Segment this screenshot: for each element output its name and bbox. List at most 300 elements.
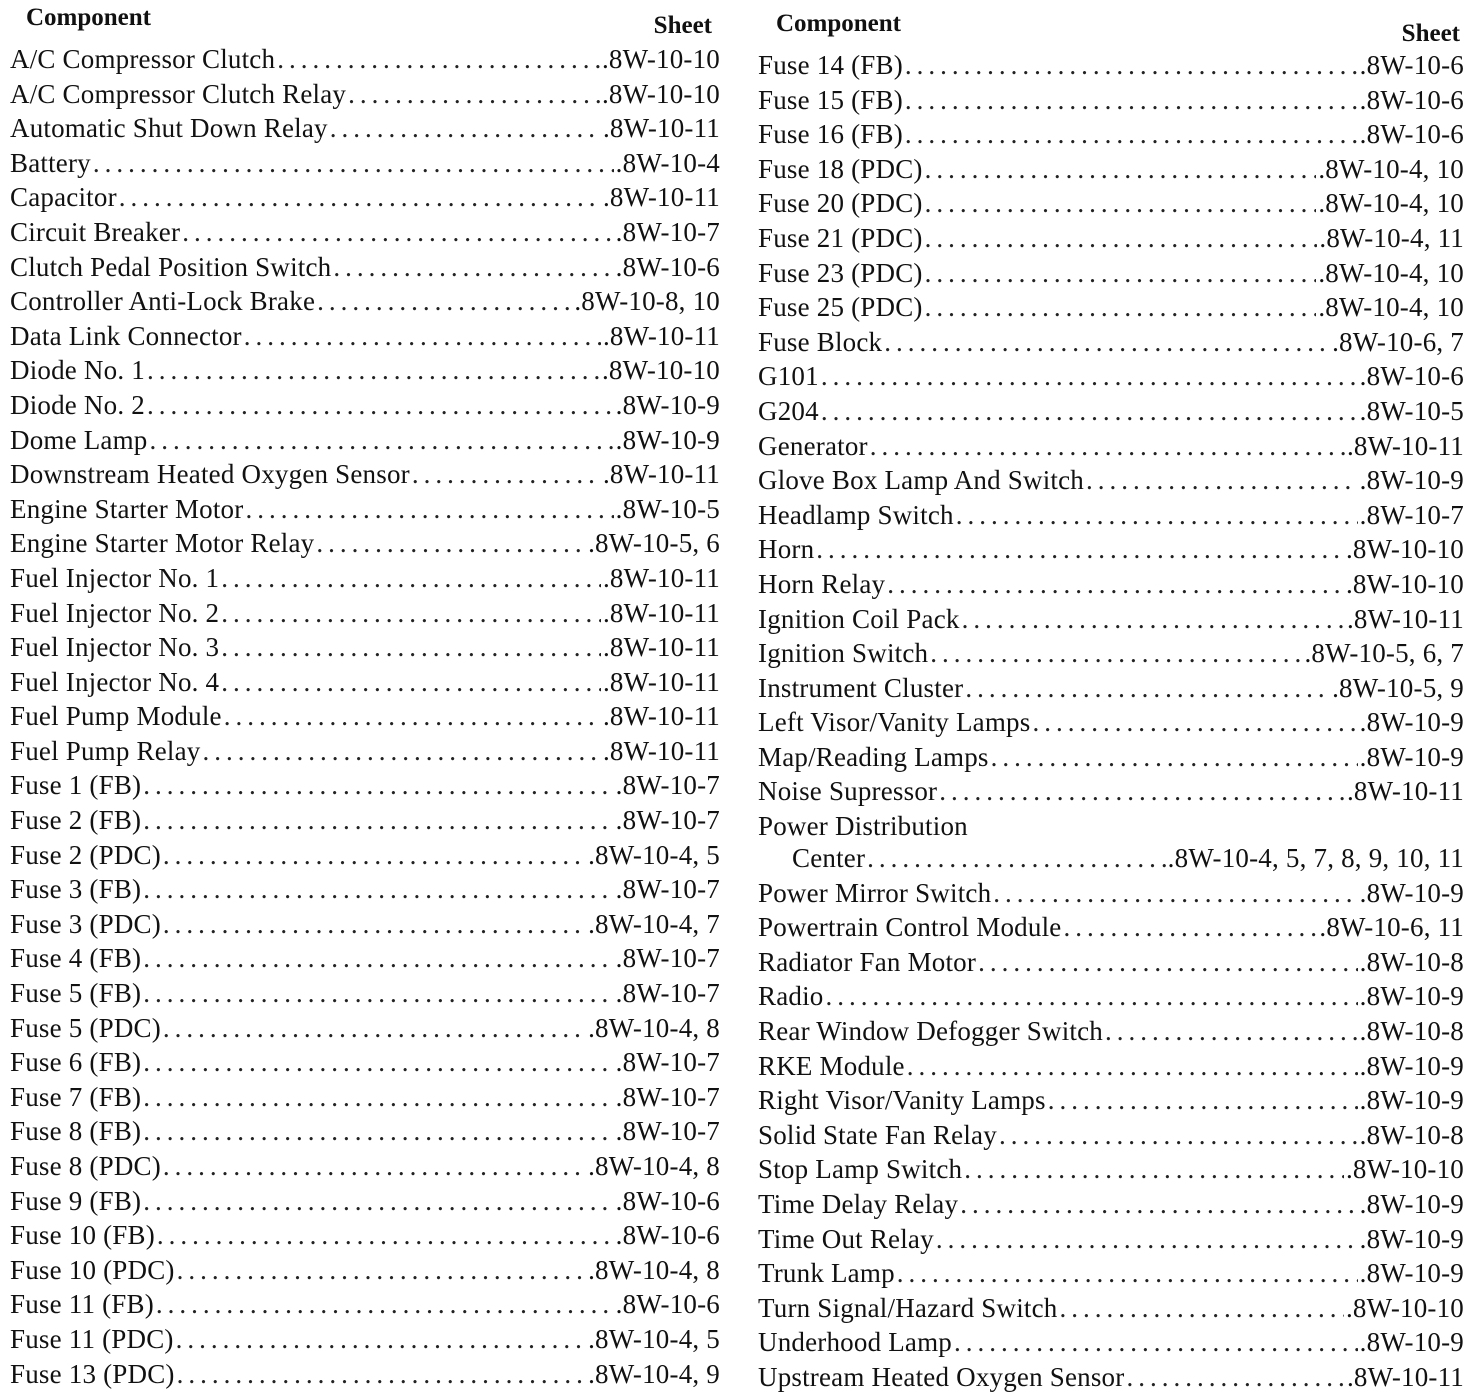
component-name: Fuse 2 (PDC) (10, 839, 161, 870)
sheet-reference: .8W-10-6 (1359, 84, 1464, 115)
index-row (10, 180, 720, 215)
component-name: Fuse 13 (PDC) (10, 1358, 175, 1389)
sheet-reference: .8W-10-7 (615, 770, 720, 801)
sheet-reference: .8W-10-11 (1346, 430, 1464, 461)
component-name: Fuse 10 (FB) (10, 1220, 155, 1251)
component-name: Power Distribution (758, 811, 968, 842)
dot-leader (1048, 1083, 1358, 1117)
component-name: Fuel Injector No. 3 (10, 632, 220, 663)
sheet-reference: .8W-10-9 (1359, 877, 1464, 908)
sheet-reference: .8W-10-9 (1359, 1223, 1464, 1254)
index-row (10, 1357, 720, 1392)
component-name: Ignition Switch (758, 638, 929, 669)
sheet-reference: .8W-10-11 (602, 632, 720, 663)
component-name: Instrument Cluster (758, 672, 964, 703)
index-row (10, 630, 720, 665)
dot-leader (330, 111, 601, 145)
dot-leader (176, 1322, 586, 1356)
component-name: Fuse 11 (PDC) (10, 1323, 174, 1354)
index-row (10, 941, 720, 976)
sheet-reference: .8W-10-6, 7 (1332, 326, 1464, 357)
dot-leader (816, 532, 1344, 566)
sheet-reference: .8W-10-7 (615, 1116, 720, 1147)
dot-leader (939, 774, 1345, 808)
sheet-reference: .8W-10-4, 10 (1318, 153, 1464, 184)
sheet-reference: .8W-10-11 (1346, 1361, 1464, 1392)
index-row (758, 1187, 1464, 1222)
dot-leader (147, 353, 600, 387)
component-name: Upstream Heated Oxygen Sensor (758, 1361, 1125, 1392)
component-name: Clutch Pedal Position Switch (10, 251, 332, 282)
index-row (758, 809, 1464, 841)
component-name: G101 (758, 361, 819, 392)
dot-leader (93, 146, 614, 180)
index-row (10, 1287, 720, 1322)
sheet-reference: .8W-10-4, 8 (588, 1012, 720, 1043)
dot-leader (956, 498, 1358, 532)
component-name: Capacitor (10, 182, 117, 213)
component-name: Diode No. 2 (10, 389, 145, 420)
sheet-reference: .8W-10-11 (602, 459, 720, 490)
sheet-reference: .8W-10-4, 5 (588, 1323, 720, 1354)
index-row (758, 910, 1464, 945)
index-row (758, 1118, 1464, 1153)
index-row (758, 152, 1464, 187)
component-name: Fuse 9 (FB) (10, 1185, 142, 1216)
index-row (758, 186, 1464, 221)
dot-leader (157, 1218, 614, 1252)
component-name: Fuel Pump Relay (10, 735, 201, 766)
sheet-reference: .8W-10-4 (615, 147, 720, 178)
sheet-reference: .8W-10-10 (1345, 568, 1464, 599)
index-row (758, 1325, 1464, 1360)
dot-leader (333, 250, 613, 284)
sheet-reference: .8W-10-10 (601, 78, 720, 109)
index-row (10, 1045, 720, 1080)
sheet-reference: .8W-10-4, 5 (588, 839, 720, 870)
index-row (758, 1014, 1464, 1049)
dot-leader (221, 630, 601, 664)
sheet-reference: .8W-10-4, 9 (588, 1358, 720, 1389)
component-name: Fuse 23 (PDC) (758, 257, 923, 288)
index-row (10, 665, 720, 700)
component-name: Time Out Relay (758, 1223, 934, 1254)
left-column (10, 0, 720, 1391)
sheet-reference: .8W-10-9 (1359, 707, 1464, 738)
dot-leader (887, 567, 1344, 601)
right-column-header (758, 0, 1464, 48)
dot-leader (954, 1325, 1358, 1359)
sheet-reference: .8W-10-5, 6, 7 (1304, 638, 1464, 669)
component-name: Left Visor/Vanity Lamps (758, 707, 1031, 738)
index-row (10, 284, 720, 319)
sheet-reference: .8W-10-9 (1359, 1189, 1464, 1219)
component-name: Fuse 11 (FB) (10, 1289, 154, 1320)
component-name: Horn (758, 534, 815, 565)
index-row (758, 1222, 1464, 1257)
dot-leader (907, 1049, 1358, 1083)
index-row (10, 1114, 720, 1149)
sheet-reference: .8W-10-7 (615, 943, 720, 974)
component-name: Fuel Pump Module (10, 701, 222, 732)
index-row (10, 215, 720, 250)
index-row (758, 48, 1464, 83)
sheet-reference: .8W-10-9 (1359, 1327, 1464, 1358)
sheet-reference: .8W-10-9 (615, 389, 720, 420)
dot-leader (1032, 705, 1357, 739)
sheet-reference: .8W-10-4, 11 (1319, 222, 1464, 253)
component-name: Fuse 21 (PDC) (758, 222, 923, 253)
dot-leader (143, 1184, 613, 1218)
sheet-reference: .8W-10-9 (1359, 981, 1464, 1012)
index-row (758, 256, 1464, 291)
right-index-list (758, 48, 1464, 1395)
dot-leader (277, 42, 600, 76)
sheet-reference: .8W-10-9 (615, 424, 720, 455)
sheet-reference: .8W-10-5 (1359, 395, 1464, 426)
index-row (10, 1149, 720, 1184)
component-name: Engine Starter Motor Relay (10, 528, 315, 559)
component-name: Downstream Heated Oxygen Sensor (10, 459, 410, 490)
index-row (10, 388, 720, 423)
index-row (10, 1080, 720, 1115)
dot-leader (925, 221, 1318, 255)
sheet-reference: .8W-10-6 (1359, 119, 1464, 150)
component-name: Fuse 4 (FB) (10, 943, 142, 974)
component-name: Fuse 25 (PDC) (758, 292, 923, 323)
index-row (10, 526, 720, 561)
index-row (758, 1291, 1464, 1326)
component-name: Radiator Fan Motor (758, 946, 977, 977)
component-name: Fuse 20 (PDC) (758, 188, 923, 219)
sheet-reference: .8W-10-8 (1359, 1016, 1464, 1047)
component-name: Radio (758, 981, 824, 1012)
sheet-reference: .8W-10-10 (1345, 1154, 1464, 1185)
sheet-reference: .8W-10-7 (615, 874, 720, 905)
index-row (758, 394, 1464, 429)
dot-leader (925, 152, 1317, 186)
dot-leader (925, 256, 1317, 290)
index-row (758, 498, 1464, 533)
sheet-reference: .8W-10-6 (615, 1220, 720, 1251)
component-name: Fuse 7 (FB) (10, 1081, 142, 1112)
index-row (758, 602, 1464, 637)
dot-leader (348, 77, 600, 111)
sheet-reference: .8W-10-11 (1346, 776, 1464, 807)
dot-leader (867, 841, 1166, 875)
component-name: Fuse 14 (FB) (758, 50, 903, 80)
index-row (758, 841, 1464, 876)
dot-leader (412, 457, 601, 491)
dot-leader (905, 48, 1358, 82)
index-row (758, 945, 1464, 980)
component-name: Fuse Block (758, 326, 883, 357)
index-row (758, 463, 1464, 498)
component-name: Fuel Injector No. 1 (10, 562, 220, 593)
right-column (758, 0, 1464, 1395)
dot-leader (221, 596, 601, 630)
component-name: Fuse 1 (FB) (10, 770, 142, 801)
sheet-reference: .8W-10-11 (602, 597, 720, 628)
dot-leader (224, 699, 601, 733)
dot-leader (960, 1187, 1357, 1221)
dot-leader (1105, 1014, 1358, 1048)
dot-leader (177, 1357, 586, 1391)
dot-leader (962, 602, 1345, 636)
sheet-reference: .8W-10-11 (602, 320, 720, 351)
component-name: Map/Reading Lamps (758, 741, 989, 772)
component-name: Trunk Lamp (758, 1258, 895, 1289)
component-name: Diode No. 1 (10, 355, 145, 386)
component-name: Data Link Connector (10, 320, 242, 351)
sheet-reference: .8W-10-6, 11 (1319, 912, 1464, 943)
dot-leader (143, 768, 613, 802)
dot-leader (897, 1256, 1358, 1290)
dot-leader (203, 734, 601, 768)
index-row (10, 146, 720, 181)
dot-leader (826, 979, 1358, 1013)
dot-leader (163, 838, 586, 872)
dot-leader (870, 429, 1345, 463)
component-name: Headlamp Switch (758, 499, 954, 530)
index-row (10, 111, 720, 146)
sheet-reference: .8W-10-9 (1359, 1050, 1464, 1081)
component-name: Noise Supressor (758, 776, 938, 807)
dot-leader (316, 526, 586, 560)
component-name: Right Visor/Vanity Lamps (758, 1085, 1046, 1116)
component-name: Ignition Coil Pack (758, 603, 960, 634)
index-row (10, 803, 720, 838)
sheet-reference: .8W-10-7 (615, 805, 720, 836)
component-name: Fuse 2 (FB) (10, 805, 142, 836)
component-name: Fuse 6 (FB) (10, 1047, 142, 1078)
sheet-reference: .8W-10-5, 6 (588, 528, 720, 559)
sheet-reference: .8W-10-7 (615, 1047, 720, 1078)
sheet-reference: .8W-10-6 (615, 1185, 720, 1216)
sheet-reference: .8W-10-10 (1345, 1292, 1464, 1323)
sheet-heading: Sheet (653, 12, 712, 39)
sheet-reference: .8W-10-10 (601, 355, 720, 386)
index-row (10, 250, 720, 285)
index-row (758, 83, 1464, 118)
dot-leader (143, 872, 613, 906)
dot-leader (991, 740, 1358, 774)
index-row (758, 774, 1464, 809)
component-name: Generator (758, 430, 868, 461)
component-name: Dome Lamp (10, 424, 148, 455)
index-row (758, 532, 1464, 567)
sheet-reference: .8W-10-4, 10 (1318, 188, 1464, 219)
index-row (758, 705, 1464, 740)
component-name: Controller Anti-Lock Brake (10, 286, 316, 317)
component-name: Fuse 5 (FB) (10, 978, 142, 1009)
component-name: Center (792, 843, 866, 874)
dot-leader (143, 803, 613, 837)
index-row (10, 1184, 720, 1219)
component-name: Fuse 8 (FB) (10, 1116, 142, 1147)
index-row (10, 838, 720, 873)
index-row (758, 876, 1464, 911)
sheet-reference: .8W-10-8 (1359, 1119, 1464, 1150)
sheet-reference: .8W-10-11 (1346, 603, 1464, 634)
sheet-reference: .8W-10-8, 10 (574, 286, 720, 317)
index-row (758, 221, 1464, 256)
dot-leader (821, 359, 1358, 393)
component-name: Fuse 5 (PDC) (10, 1012, 161, 1043)
sheet-reference: .8W-10-5, 9 (1332, 672, 1464, 703)
index-row (10, 976, 720, 1011)
component-name: A/C Compressor Clutch Relay (10, 78, 347, 109)
sheet-reference: .8W-10-5 (615, 493, 720, 524)
dot-leader (143, 1045, 613, 1079)
dot-leader (163, 1149, 586, 1183)
dot-leader (1063, 910, 1317, 944)
dot-leader (221, 561, 601, 595)
index-row (10, 319, 720, 354)
dot-leader (221, 665, 601, 699)
index-row (10, 734, 720, 769)
index-row (10, 1322, 720, 1357)
dot-leader (925, 186, 1317, 220)
index-row (10, 492, 720, 527)
dot-leader (147, 388, 614, 422)
component-name: Engine Starter Motor (10, 493, 244, 524)
index-row (758, 1360, 1464, 1395)
index-row (10, 768, 720, 803)
component-name: Fuel Injector No. 4 (10, 666, 220, 697)
sheet-reference: .8W-10-6 (615, 1289, 720, 1320)
sheet-reference: .8W-10-4, 7 (588, 908, 720, 939)
sheet-reference: .8W-10-7 (615, 978, 720, 1009)
dot-leader (163, 1011, 586, 1045)
dot-leader (1059, 1291, 1343, 1325)
component-name: Horn Relay (758, 568, 886, 599)
sheet-reference: .8W-10-11 (602, 113, 720, 144)
sheet-reference: .8W-10-7 (1359, 499, 1464, 530)
dot-leader (163, 907, 586, 941)
sheet-reference: .8W-10-9 (1359, 465, 1464, 496)
dot-leader (905, 83, 1358, 117)
dot-leader (1126, 1360, 1345, 1394)
component-name: Fuse 10 (PDC) (10, 1254, 175, 1285)
sheet-reference: .8W-10-11 (602, 701, 720, 732)
index-row (10, 596, 720, 631)
index-row (10, 42, 720, 77)
index-row (10, 561, 720, 596)
component-name: Turn Signal/Hazard Switch (758, 1292, 1058, 1323)
dot-leader (905, 117, 1358, 151)
component-name: Rear Window Defogger Switch (758, 1016, 1103, 1047)
index-row (758, 636, 1464, 671)
sheet-reference: .8W-10-4, 10 (1318, 257, 1464, 288)
index-row (758, 1256, 1464, 1291)
index-row (10, 872, 720, 907)
component-name: Battery (10, 147, 91, 178)
dot-leader (930, 636, 1302, 670)
sheet-reference: .8W-10-11 (602, 666, 720, 697)
component-heading: Component (26, 4, 152, 31)
dot-leader (143, 1080, 613, 1114)
sheet-reference: .8W-10-11 (602, 182, 720, 213)
index-row (10, 457, 720, 492)
dot-leader (936, 1222, 1358, 1256)
sheet-reference: .8W-10-4, 8 (588, 1254, 720, 1285)
sheet-reference: .8W-10-7 (615, 1081, 720, 1112)
index-row (758, 359, 1464, 394)
dot-leader (244, 319, 601, 353)
index-row (758, 979, 1464, 1014)
component-name: Fuse 18 (PDC) (758, 153, 923, 184)
component-name: G204 (758, 395, 819, 426)
index-row (10, 77, 720, 112)
dot-leader (245, 492, 613, 526)
sheet-reference: .8W-10-6 (615, 251, 720, 282)
left-index-list (10, 42, 720, 1391)
component-name: Fuse 8 (PDC) (10, 1151, 161, 1181)
sheet-reference: .8W-10-11 (602, 735, 720, 766)
component-name: Fuel Injector No. 2 (10, 597, 220, 628)
dot-leader (143, 941, 613, 975)
index-row (758, 117, 1464, 152)
index-row (10, 1253, 720, 1288)
sheet-reference: .8W-10-9 (1359, 1085, 1464, 1116)
index-row (758, 740, 1464, 775)
dot-leader (143, 976, 613, 1010)
component-name: A/C Compressor Clutch (10, 44, 276, 74)
dot-leader (821, 394, 1358, 428)
dot-leader (884, 325, 1330, 359)
component-name: Fuse 15 (FB) (758, 84, 903, 115)
sheet-reference: .8W-10-9 (1359, 1258, 1464, 1289)
sheet-reference: .8W-10-4, 5, 7, 8, 9, 10, 11 (1167, 843, 1464, 874)
dot-leader (177, 1253, 586, 1287)
index-row (758, 671, 1464, 706)
dot-leader (150, 423, 614, 457)
dot-leader (182, 215, 613, 249)
component-name: Underhood Lamp (758, 1327, 953, 1358)
sheet-reference: .8W-10-10 (1345, 534, 1464, 565)
dot-leader (978, 945, 1358, 979)
index-row (758, 290, 1464, 325)
sheet-reference: .8W-10-8 (1359, 946, 1464, 977)
left-column-header (10, 0, 720, 42)
index-row (758, 567, 1464, 602)
dot-leader (143, 1114, 613, 1148)
dot-leader (999, 1118, 1358, 1152)
component-name: Circuit Breaker (10, 216, 181, 247)
index-row (10, 699, 720, 734)
sheet-reference: .8W-10-9 (1359, 741, 1464, 772)
index-row (758, 1152, 1464, 1187)
component-heading: Component (776, 10, 902, 37)
dot-leader (993, 876, 1357, 910)
index-row (10, 1218, 720, 1253)
dot-leader (119, 180, 601, 214)
component-name: RKE Module (758, 1050, 905, 1081)
dot-leader (1086, 463, 1358, 497)
sheet-reference: .8W-10-6 (1359, 361, 1464, 392)
component-name: Powertrain Control Module (758, 912, 1062, 943)
index-row (10, 1011, 720, 1046)
sheet-reference: .8W-10-4, 8 (588, 1151, 720, 1181)
index-row (758, 325, 1464, 360)
dot-leader (925, 290, 1317, 324)
component-name: Automatic Shut Down Relay (10, 113, 328, 144)
sheet-reference: .8W-10-7 (615, 216, 720, 247)
index-row (10, 353, 720, 388)
sheet-heading: Sheet (1401, 20, 1460, 47)
index-row (758, 1049, 1464, 1084)
